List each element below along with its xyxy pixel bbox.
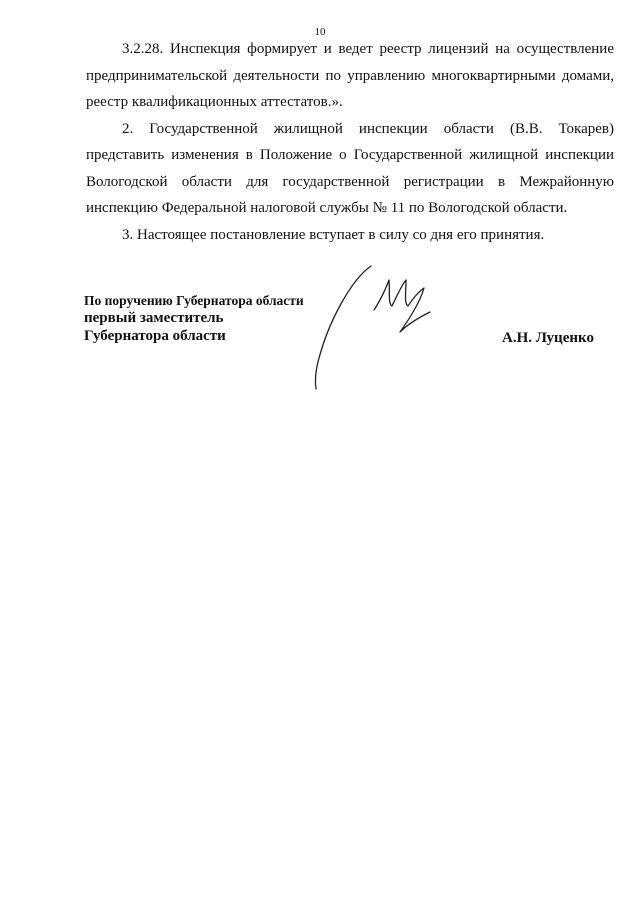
paragraph-2: 2. Государственной жилищной инспекции области (В.В. Токарев) представить изменения в Положение о Государственной жилищной инспекции Вологодской области для государственной регистрации в Межрайонную инспекцию Федеральной налоговой службы № 11 по Вологодской области.	[86, 120, 614, 216]
signatory-title-line-3: Губернатора области	[84, 328, 226, 344]
page-number: 10	[314, 26, 326, 38]
signatory-title	[84, 292, 304, 345]
signatory-title-line-1: По поручению Губернатора области	[84, 293, 304, 308]
signatory-name: А.Н. Луценко	[502, 330, 594, 346]
paragraph-3-2-28: 3.2.28. Инспекция формирует и ведет реестр лицензий на осуществление предпринимательской деятельности по управлению многоквартирными домами, реестр квалификационных аттестатов.».	[86, 41, 614, 110]
paragraph-3: 3. Настоящее постановление вступает в силу со дня его принятия.	[122, 226, 545, 243]
document-body	[86, 36, 614, 248]
signatory-title-line-2: первый заместитель	[84, 310, 224, 326]
handwritten-signature	[306, 262, 456, 392]
